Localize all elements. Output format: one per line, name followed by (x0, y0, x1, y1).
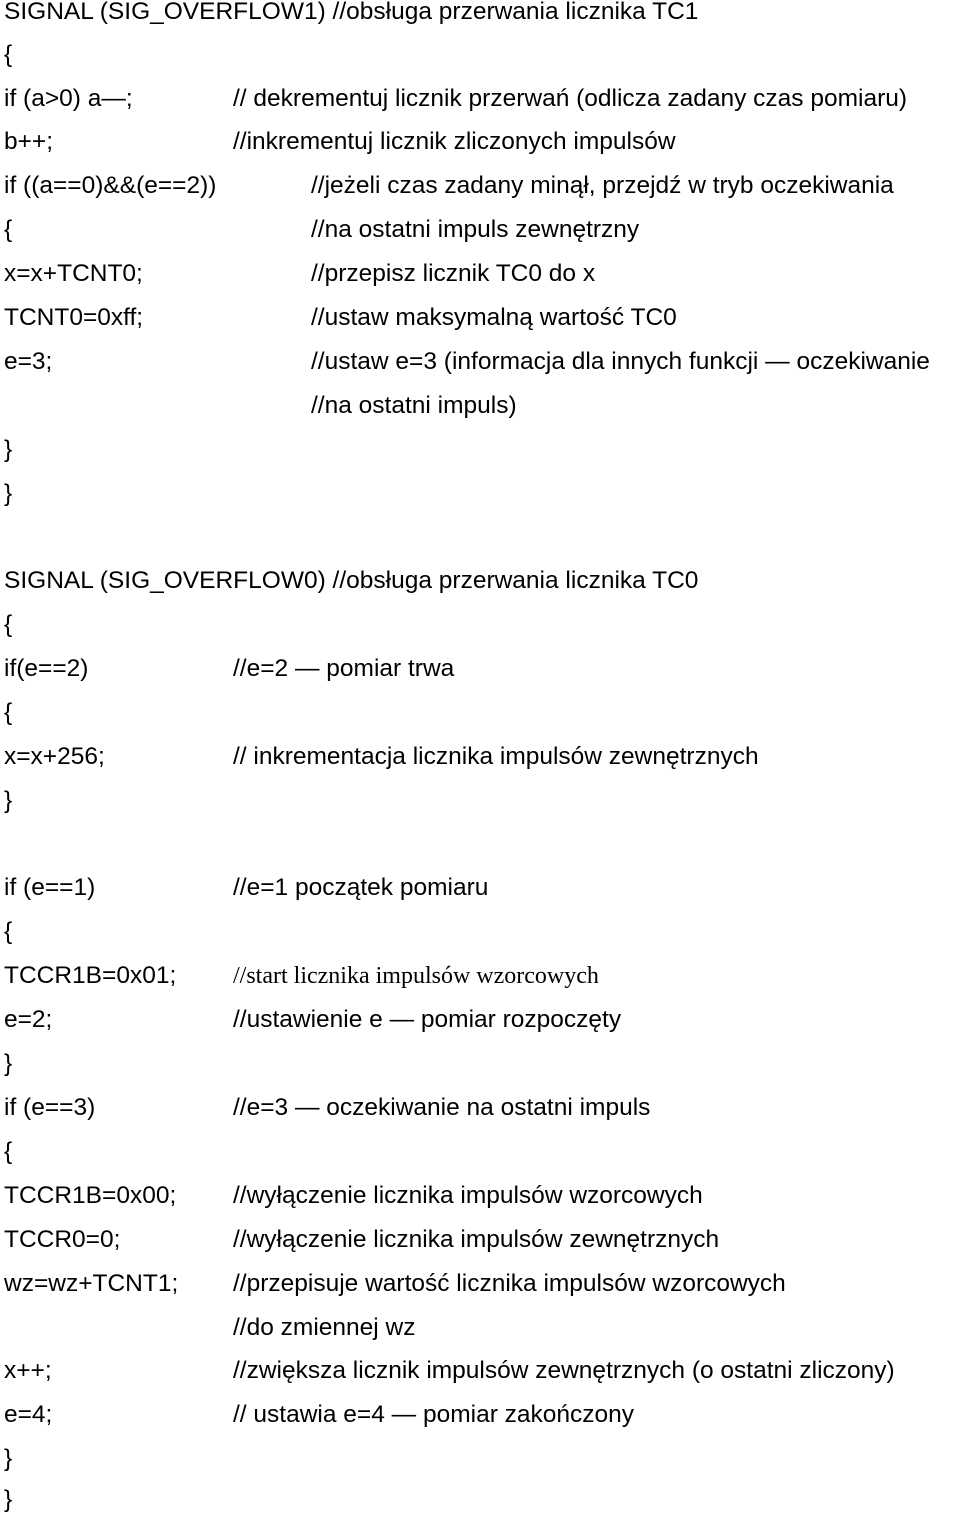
code-comment: //przepisuje wartość licznika impulsów wzorcowych (233, 1270, 786, 1297)
code-line: TCNT0=0xff; (4, 304, 144, 331)
open-brace: { (4, 611, 13, 638)
code-comment: //e=1 początek pomiaru (233, 874, 489, 901)
close-brace: } (4, 436, 13, 463)
code-line: if(e==2) (4, 655, 89, 682)
code-line: } (4, 787, 13, 814)
code-line: if ((a==0)&&(e==2)) (4, 172, 217, 199)
close-brace: } (4, 1486, 13, 1513)
code-line: e=2; (4, 1006, 53, 1033)
signal-overflow0-header: SIGNAL (SIG_OVERFLOW0) //obsługa przerwania licznika TC0 (4, 567, 699, 594)
signal-overflow1-header: SIGNAL (SIG_OVERFLOW1) //obsługa przerwania licznika TC1 (4, 0, 699, 25)
code-line: TCCR1B=0x00; (4, 1182, 177, 1209)
code-comment: //do zmiennej wz (233, 1314, 416, 1341)
code-line: wz=wz+TCNT1; (4, 1270, 179, 1297)
code-comment: //ustawienie e — pomiar rozpoczęty (233, 1006, 622, 1033)
code-line: if (e==1) (4, 874, 96, 901)
code-comment: //start licznika impulsów wzorcowych (233, 963, 599, 989)
code-comment: // ustawia e=4 — pomiar zakończony (233, 1401, 635, 1428)
code-comment: //e=3 — oczekiwanie na ostatni impuls (233, 1094, 651, 1121)
code-comment: // dekrementuj licznik przerwań (odlicza zadany czas pomiaru) (233, 85, 908, 112)
code-comment: // inkrementacja licznika impulsów zewnętrznych (233, 743, 759, 770)
code-line: { (4, 216, 13, 243)
code-line: TCCR1B=0x01; (4, 962, 177, 989)
close-brace: } (4, 1445, 13, 1472)
code-comment: //inkrementuj licznik zliczonych impulsów (233, 128, 676, 155)
code-comment: //zwiększa licznik impulsów zewnętrznych (o ostatni zliczony) (233, 1357, 895, 1384)
code-line: if (a>0) a—; (4, 85, 133, 112)
code-comment: //wyłączenie licznika impulsów zewnętrznych (233, 1226, 720, 1253)
code-comment: //przepisz licznik TC0 do x (311, 260, 596, 287)
code-line: x++; (4, 1357, 52, 1384)
code-line: if (e==3) (4, 1094, 96, 1121)
code-line: e=4; (4, 1401, 53, 1428)
code-line: TCCR0=0; (4, 1226, 121, 1253)
code-line: } (4, 1050, 13, 1077)
code-comment: //na ostatni impuls) (311, 392, 517, 419)
code-comment: //na ostatni impuls zewnętrzny (311, 216, 640, 243)
code-comment: //ustaw e=3 (informacja dla innych funkcji — oczekiwanie (311, 348, 930, 375)
code-line: { (4, 699, 13, 726)
code-line: x=x+256; (4, 743, 105, 770)
code-comment: //e=2 — pomiar trwa (233, 655, 455, 682)
code-line: { (4, 918, 13, 945)
code-line: b++; (4, 128, 54, 155)
code-comment: //jeżeli czas zadany minął, przejdź w tryb oczekiwania (311, 172, 894, 199)
code-comment: //wyłączenie licznika impulsów wzorcowych (233, 1182, 703, 1209)
code-line: { (4, 1138, 13, 1165)
code-comment: //ustaw maksymalną wartość TC0 (311, 304, 677, 331)
code-line: x=x+TCNT0; (4, 260, 143, 287)
close-brace: } (4, 480, 13, 507)
open-brace: { (4, 41, 13, 68)
code-line: e=3; (4, 348, 53, 375)
